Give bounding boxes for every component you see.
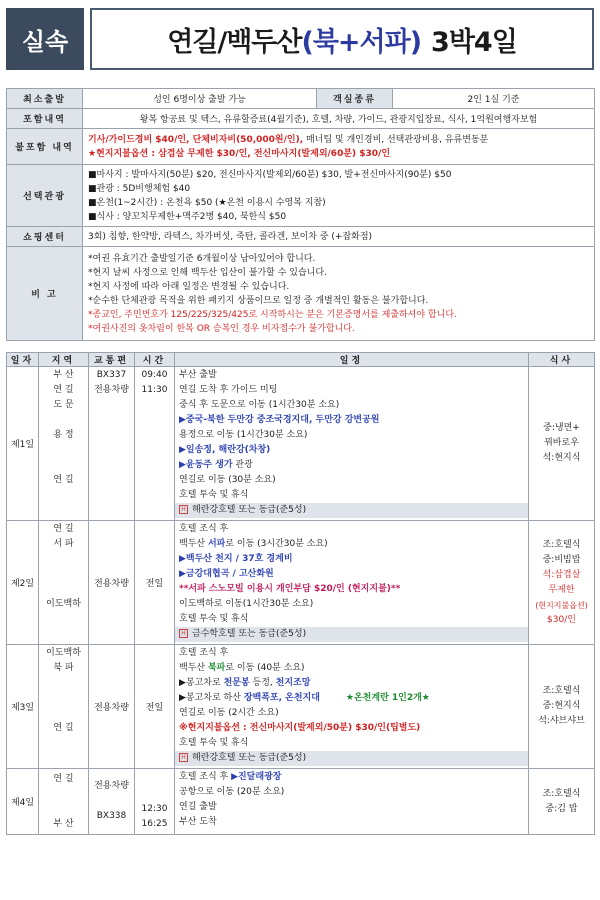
region: 연 길 [53,475,74,485]
day-times: 전일 [135,645,175,769]
schedule-highlight: ▶윤동주 생가 [179,460,233,470]
region: 서 파 [53,539,74,549]
meal-option: 석:삼겹살 [542,569,581,580]
schedule-highlight: ▶진달래광장 [231,772,282,782]
schedule-option: ※현지지불옵션 : 전신마사지(발제외/50분) $30/인(팁별도) [179,723,421,733]
options-list [83,165,595,227]
day-schedule [175,769,529,835]
day-regions [39,769,89,835]
excluded-misc: 매너팁 및 개인경비, 선택관광비용, 유류변동분 [303,134,489,145]
schedule-line: ▶봉고차로 [179,678,224,688]
day-regions [39,521,89,645]
schedule-bonus: ★온천계란 1인2개★ [345,693,430,703]
departure-value: 성인 6명이상 출발 가능 [83,89,317,109]
schedule-line: 부산 출발 [179,370,217,380]
note-item: *현지 날씨 사정으로 인해 백두산 입산이 불가할 수 있습니다. [88,267,327,278]
region: 연 길 [53,524,74,534]
schedule-line: 호텔 조식 후 [179,524,229,534]
day-meals [529,769,595,835]
meal: 조:호텔식 [542,686,581,696]
day-schedule [175,521,529,645]
region: 부 산 [53,818,74,829]
hotel-row [175,627,528,642]
schedule-highlight: 천지조망 [275,678,311,688]
info-table [6,88,595,341]
note-item: *현지 사정에 따라 아래 일정은 변경될 수 있습니다. [88,281,290,292]
page-title [90,8,594,70]
day-label: 제2일 [7,521,39,645]
region: 이도백하 [46,648,81,658]
option-item: ■온천(1~2시간) : 온천욕 $50 (★온천 이용시 수영복 지참) [88,197,326,208]
excluded-value [83,129,595,165]
meal: 중:비빔밥 [542,554,581,565]
schedule-line: 로 이동 (3시간30분 소요) [225,539,328,549]
day-regions [39,645,89,769]
day-regions [39,367,89,521]
schedule-line: 공항으로 이동 (20분 소요) [179,787,285,797]
hotel-icon: H [179,753,188,762]
schedule-highlight: ▶금강대협곡 / 고산화원 [179,569,274,579]
day-schedule [175,367,529,521]
schedule-line: 등정, [249,678,276,688]
schedule-highlight: 천문봉 [223,678,250,688]
schedule-highlight: ▶중국-북한 두만강 중조국경지대, 두만강 강변공원 [179,415,380,425]
schedule-line: 용정으로 이동 (1시간30분 소요) [179,430,308,440]
hotel-name: 해란강호텔 또는 동급(준5성) [192,505,307,515]
day-row [7,367,595,521]
schedule-line: 연길 도착 후 가이드 미팅 [179,385,278,395]
time: 12:30 [141,804,168,814]
schedule-line: 연길로 이동 (2시간 소요) [179,708,279,718]
included-label: 포함내역 [7,109,83,129]
schedule-line: 호텔 투숙 및 휴식 [179,490,249,500]
room-value: 2인 1실 기준 [393,89,595,109]
col-meals: 식사 [529,353,595,367]
schedule-line: 로 이동 (40분 소요) [225,663,305,673]
time: 16:25 [141,819,168,829]
shopping-label: 쇼핑센터 [7,227,83,247]
schedule-highlight: 북파 [207,663,226,673]
region: 연 길 [53,723,74,733]
itinerary-table [6,352,595,835]
option-item: ■관광 : 5D비행체험 $40 [88,183,191,194]
hotel-row [175,751,528,766]
col-day: 일자 [7,353,39,367]
schedule-highlight: 서파 [207,539,226,549]
day-times [135,367,175,521]
title-main: 연길/백두산 [167,26,302,58]
col-schedule: 일정 [175,353,529,367]
included-value: 왕복 항공료 및 텍스, 유류할증료(4월기준), 호텔, 차량, 가이드, 관광지입장료, 식사, 1억원여행자보험 [83,109,595,129]
schedule-line: 관광 [232,460,253,470]
schedule-highlight: ▶백두산 천지 / 37호 경계비 [179,554,293,564]
day-times [135,769,175,835]
region: 용 정 [53,430,74,440]
note-item-warning: *여권사진의 옷차림이 한복 OR 승복인 경우 비자접수가 불가합니다. [88,323,355,334]
hotel-icon: H [179,505,188,514]
transport: 전용차량 [94,385,129,395]
hotel-icon: H [179,629,188,638]
schedule-line: 이도백하로 이동(1시간30분 소요) [179,599,314,609]
notes-label: 비 고 [7,247,83,341]
region: 도 문 [53,400,74,410]
schedule-line: 연길 출발 [179,802,217,812]
itinerary-header-row [7,353,595,367]
meal: 조:호텔식 [542,539,581,550]
schedule-line: 중식 후 도문으로 이동 (1시간30분 소요) [179,400,340,410]
excluded-label: 불포함 내역 [7,129,83,165]
departure-label: 최소출발 [7,89,83,109]
region: 연 길 [53,773,74,784]
day-transport [89,367,135,521]
meal: 석:현지식 [542,453,581,463]
meal-option: $30/인 [547,614,576,625]
region: 연 길 [53,385,74,395]
day-label: 제4일 [7,769,39,835]
meal-option: 무제한 [548,584,575,595]
meal: 꿔바로우 [544,438,579,448]
col-region: 지역 [39,353,89,367]
page-header [6,6,594,76]
day-meals [529,645,595,769]
schedule-option: **서파 스노모빌 이용시 개인부담 $20/인 (현지지불)** [179,584,401,594]
time: 11:30 [141,385,168,395]
day-schedule [175,645,529,769]
day-transport: 전용차량 [89,521,135,645]
meal: 중:현지식 [542,701,581,711]
transport: BX338 [96,811,127,821]
excluded-local-option: ★현지지불옵션 : 삼겹살 무제한 $30/인, 전신마사지(발제외/60분) $30/인 [88,148,391,159]
meal: 중:냉면+ [543,423,580,433]
title-nights: 3박4일 [431,26,517,58]
day-label: 제1일 [7,367,39,521]
day-meals [529,367,595,521]
schedule-line: 백두산 [179,539,208,549]
meal-option: (현지지불옵션) [535,600,588,610]
schedule-line: 백두산 [179,663,208,673]
hotel-name: 해란강호텔 또는 동급(준5성) [192,753,307,763]
region: 북 파 [53,663,74,673]
schedule-line: 호텔 조식 후 [179,648,229,658]
note-item: *순수한 단체관광 목적을 위한 패키지 상품이므로 일정 중 개별적인 활동은 불가합니다. [88,295,429,306]
title-route: (북+서파) [301,26,422,58]
day-meals [529,521,595,645]
schedule-line: 호텔 투숙 및 휴식 [179,614,249,624]
day-transport [89,769,135,835]
col-transport: 교통편 [89,353,135,367]
option-item: ■마사지 : 발마사지(50분) $20, 전신마사지(발제외/60분) $30, 발+전신마사지(90분) $50 [88,169,452,180]
transport: 전용차량 [94,781,129,791]
schedule-line: 부산 도착 [179,817,217,827]
note-item: *여권 유효기간 출발일기준 6개월이상 남아있어야 합니다. [88,253,316,264]
time: 09:40 [141,370,168,380]
day-row [7,645,595,769]
schedule-highlight: 장백폭포, 온천지대 [243,693,320,703]
excluded-fees: 기사/가이드경비 $40/인, 단체비자비(50,000원/인), [88,134,304,145]
note-item-warning: *종교인, 주민번호가 125/225/325/425로 시작하시는 분은 기본증명서를 제출하셔야 합니다. [88,309,457,320]
hotel-name: 금수학호텔 또는 동급(준5성) [192,629,307,639]
options-label: 선택관광 [7,165,83,227]
meal: 중:김 밥 [545,803,578,814]
meal: 조:호텔식 [542,788,581,799]
meal: 석:샤브샤브 [538,716,585,726]
col-time: 시간 [135,353,175,367]
schedule-line: 호텔 조식 후 [179,772,232,782]
schedule-line: 호텔 투숙 및 휴식 [179,738,249,748]
option-item: ■식사 : 양꼬치무제한+맥주2병 $40, 북한식 $50 [88,211,287,222]
day-transport: 전용차량 [89,645,135,769]
schedule-highlight: ▶일송정, 해란강(차창) [179,445,271,455]
schedule-line: 연길로 이동 (30분 소요) [179,475,276,485]
transport: BX337 [96,370,127,380]
hotel-row [175,503,528,518]
day-row [7,769,595,835]
product-badge: 실속 [6,8,84,70]
schedule-line: ▶봉고차로 하산 [179,693,244,703]
day-row [7,521,595,645]
shopping-value: 3회) 침향, 한약방, 라텍스, 차가버섯, 죽탄, 콜라겐, 보이차 중 (+잡화점) [83,227,595,247]
day-times: 전일 [135,521,175,645]
region: 이도백하 [46,599,81,609]
notes-list [83,247,595,341]
room-label: 객실종류 [317,89,393,109]
day-label: 제3일 [7,645,39,769]
region: 부 산 [53,370,74,380]
